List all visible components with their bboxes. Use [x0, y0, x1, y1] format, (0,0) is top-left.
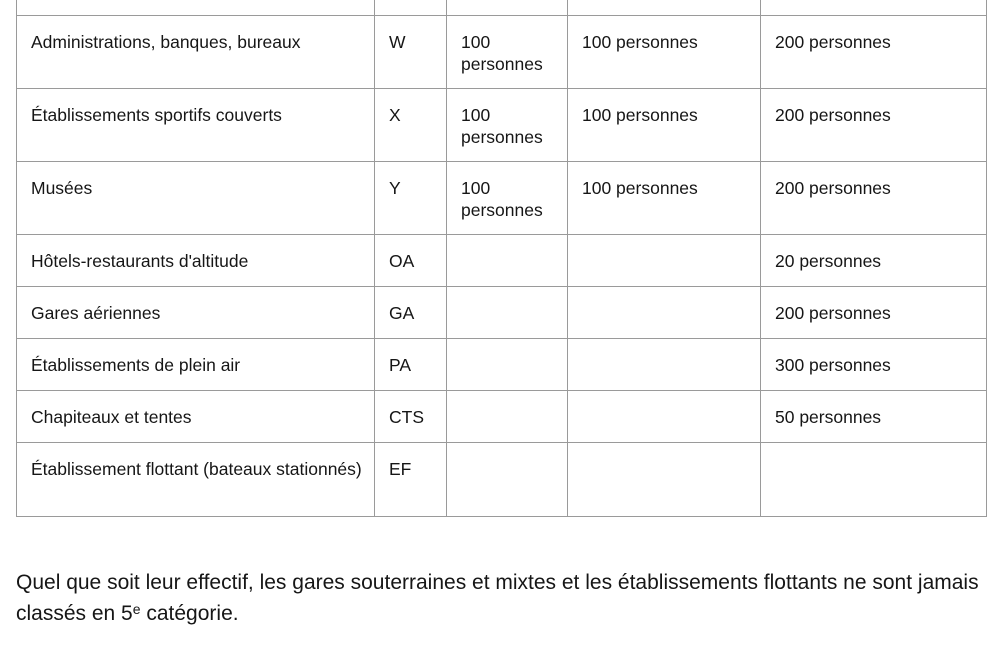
- table-row: [17, 287, 987, 339]
- establishment-type-cell: Établissement flottant (bateaux stationnés): [17, 443, 375, 517]
- threshold-cell-4: 100 personnes: [568, 89, 761, 162]
- threshold-cell-3: [447, 339, 568, 391]
- type-code-cell: PA: [375, 339, 447, 391]
- table-row: [17, 16, 987, 89]
- classification-note: [16, 567, 986, 629]
- table-row-cut-top: [17, 0, 987, 16]
- note-text: Quel que soit leur effectif, les gares souterraines et mixtes et les établissements flottants ne sont jamais classés en 5: [16, 571, 979, 625]
- establishment-type-cell: Établissements de plein air: [17, 339, 375, 391]
- threshold-cell-4: [568, 391, 761, 443]
- threshold-cell-3: [447, 391, 568, 443]
- threshold-cell-3: [447, 287, 568, 339]
- threshold-cell-5: 300 personnes: [761, 339, 987, 391]
- type-code-cell: W: [375, 16, 447, 89]
- establishment-type-cell: Musées: [17, 162, 375, 235]
- threshold-cell-4: 100 personnes: [568, 16, 761, 89]
- establishment-type-cell: Administrations, banques, bureaux: [17, 16, 375, 89]
- threshold-cell-5: 200 personnes: [761, 16, 987, 89]
- table-row: [17, 235, 987, 287]
- threshold-cell-4: [568, 339, 761, 391]
- threshold-cell-3: [447, 235, 568, 287]
- threshold-cell-5: 200 personnes: [761, 162, 987, 235]
- type-code-cell: GA: [375, 287, 447, 339]
- type-code-cell: X: [375, 89, 447, 162]
- establishment-type-cell: Gares aériennes: [17, 287, 375, 339]
- table-row: [17, 162, 987, 235]
- threshold-cell-5: 50 personnes: [761, 391, 987, 443]
- type-code-cell: EF: [375, 443, 447, 517]
- establishment-type-cell: Hôtels-restaurants d'altitude: [17, 235, 375, 287]
- threshold-cell-3: 100 personnes: [447, 89, 568, 162]
- threshold-cell-3: [447, 443, 568, 517]
- threshold-cell-4: [568, 287, 761, 339]
- threshold-cell-3: 100 personnes: [447, 162, 568, 235]
- establishment-type-cell: Établissements sportifs couverts: [17, 89, 375, 162]
- threshold-cell-4: [568, 443, 761, 517]
- threshold-cell-5: 200 personnes: [761, 287, 987, 339]
- threshold-cell-3: 100 personnes: [447, 16, 568, 89]
- table-row: [17, 391, 987, 443]
- establishment-type-cell: Chapiteaux et tentes: [17, 391, 375, 443]
- note-text-end: catégorie.: [140, 602, 239, 625]
- table-row: [17, 443, 987, 517]
- note-superscript: e: [132, 601, 141, 617]
- type-code-cell: OA: [375, 235, 447, 287]
- classification-table: [16, 0, 987, 517]
- type-code-cell: CTS: [375, 391, 447, 443]
- threshold-cell-5: 20 personnes: [761, 235, 987, 287]
- table-row: [17, 339, 987, 391]
- table-row: [17, 89, 987, 162]
- threshold-cell-4: 100 personnes: [568, 162, 761, 235]
- threshold-cell-5: 200 personnes: [761, 89, 987, 162]
- type-code-cell: Y: [375, 162, 447, 235]
- threshold-cell-4: [568, 235, 761, 287]
- classification-table-container: [16, 0, 986, 517]
- threshold-cell-5: [761, 443, 987, 517]
